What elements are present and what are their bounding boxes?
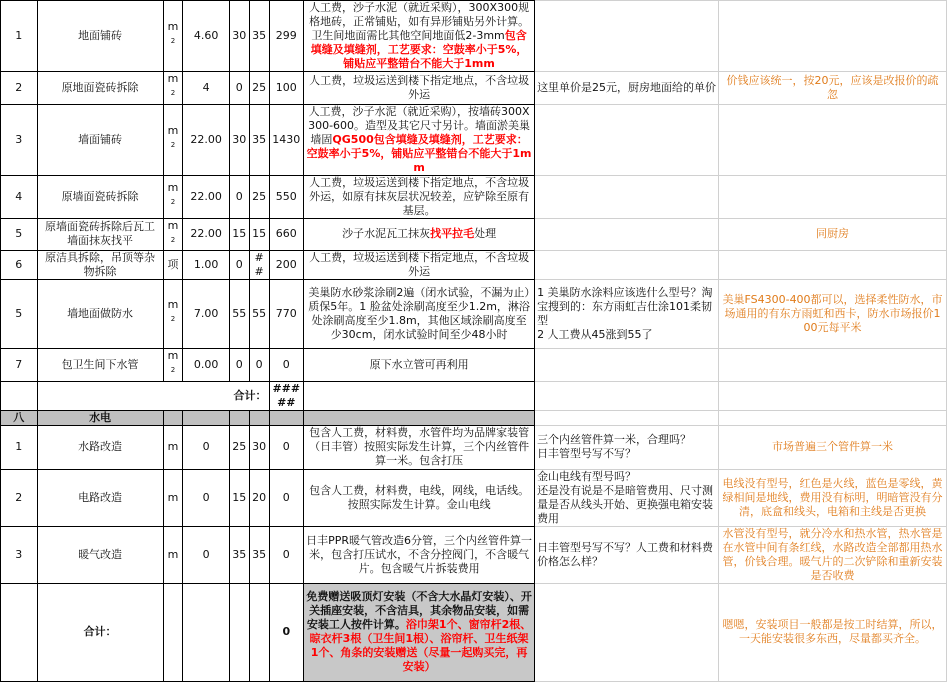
unit-cell[interactable] (163, 175, 183, 218)
total-cell[interactable]: 660 (269, 218, 304, 251)
unit-cell[interactable] (163, 104, 183, 175)
description-cell[interactable] (304, 425, 535, 469)
total-cell[interactable]: 0 (269, 469, 304, 526)
description-cell[interactable] (304, 469, 535, 526)
table-row (1, 526, 947, 583)
description-cell[interactable] (304, 218, 535, 251)
labor-price-cell[interactable]: 20 (249, 469, 269, 526)
description-cell[interactable] (304, 104, 535, 175)
item-name-cell[interactable]: 水路改造 (37, 425, 163, 469)
comment-cell[interactable] (535, 410, 719, 425)
reply-cell[interactable]: 嗯嗯，安装项目一般都是按工时结算，所以，一天能安装很多东西，尽量都买齐全。 (719, 583, 947, 681)
description-cell[interactable] (304, 251, 535, 280)
reply-cell[interactable] (719, 1, 947, 72)
material-price-cell[interactable]: 0 (229, 251, 249, 280)
table-row (1, 280, 947, 349)
material-price-cell[interactable]: 0 (229, 72, 249, 105)
unit-text: m (167, 547, 179, 561)
reply-cell[interactable]: 市场普遍三个管件算一米 (719, 425, 947, 469)
table-row (1, 175, 947, 218)
section-title: 水电 (37, 410, 163, 425)
description-cell[interactable] (304, 72, 535, 105)
item-name-cell[interactable]: 原洁具拆除，吊顶等杂物拆除 (37, 251, 163, 280)
unit-text: m (167, 349, 179, 363)
unit-cell[interactable] (163, 469, 183, 526)
description-text: 人工费，沙子水泥（就近采购），300X300规格地砖，正常铺贴，如有异形铺贴另外计算。 卫生间地面需比其他空间地面低2-3mm (309, 1, 530, 42)
description-text: 日丰PPR暖气管改造6分管，三个内丝管件算一米，包含打压试水，不含分控阀门，不含暖气片。包含暖气片拆装费用 (306, 533, 533, 575)
empty-cell[interactable] (183, 583, 229, 681)
subtotal-value[interactable]: ##### (269, 381, 304, 410)
empty-cell[interactable] (229, 583, 249, 681)
unit-cell[interactable] (163, 72, 183, 105)
item-name-cell[interactable]: 原地面瓷砖拆除 (37, 72, 163, 105)
total-cell[interactable]: 550 (269, 175, 304, 218)
empty-cell[interactable] (249, 410, 269, 425)
total-label: 合计： (37, 583, 163, 681)
material-price-cell[interactable]: 0 (229, 175, 249, 218)
reply-cell[interactable] (719, 349, 947, 382)
table-row (1, 251, 947, 280)
total-cell[interactable]: 100 (269, 72, 304, 105)
comment-cell[interactable] (535, 104, 719, 175)
table-row (1, 469, 947, 526)
empty-cell[interactable] (229, 410, 249, 425)
total-cell[interactable]: 0 (269, 349, 304, 382)
reply-cell[interactable] (719, 175, 947, 218)
unit-text: m (167, 298, 179, 312)
item-name-cell[interactable]: 墙面铺砖 (37, 104, 163, 175)
description-text: 包含人工费，材料费，电线，网线，电话线。按照实际发生计算。金山电线 (309, 483, 530, 511)
comment-cell[interactable] (535, 251, 719, 280)
unit-superscript: 2 (170, 366, 176, 375)
comment-cell[interactable] (535, 349, 719, 382)
item-name-cell[interactable]: 暖气改造 (37, 526, 163, 583)
item-name-cell[interactable]: 原墙面瓷砖拆除后瓦工墙面抹灰找平 (37, 218, 163, 251)
unit-superscript: 2 (170, 89, 176, 97)
description-text: 免费赠送吸顶灯安装（不含大水晶灯安装）、开关插座安装，不含洁具，其余物品安装，如需安装工人按件计算。 (306, 590, 532, 632)
table-row (1, 349, 947, 382)
labor-price-cell[interactable]: 55 (249, 280, 269, 349)
table-row (1, 583, 947, 681)
quantity-cell[interactable]: 22.00 (183, 218, 229, 251)
table-row (1, 381, 947, 410)
quantity-cell[interactable]: 1.00 (183, 251, 229, 280)
material-price-cell[interactable]: 30 (229, 1, 249, 72)
description-text: 包含填缝及填缝剂，工艺要求：空鼓率小于5%，铺贴应平整错台不能大于1mm (306, 132, 532, 174)
unit-text: m (167, 440, 179, 454)
table-row (1, 425, 947, 469)
unit-text: m (167, 20, 179, 34)
unit-text: 项 (167, 258, 179, 272)
description-text: QG500 (332, 132, 374, 146)
item-name-cell[interactable]: 墙地面做防水 (37, 280, 163, 349)
reply-cell[interactable]: 电线没有型号，红色是火线，蓝色是零线，黄绿相间是地线，费用没有标明，明暗管没有分清，底盒和线头，电箱和主线是否更换 (719, 469, 947, 526)
item-name-cell[interactable]: 原墙面瓷砖拆除 (37, 175, 163, 218)
reply-cell[interactable]: 美巢FS4300-400都可以，选择柔性防水，市场通用的有东方雨虹和西卡，防水市场报价100元每平米 (719, 280, 947, 349)
item-name-cell[interactable]: 地面铺砖 (37, 1, 163, 72)
unit-text: m (167, 218, 179, 232)
comment-cell[interactable] (535, 1, 719, 72)
reply-cell[interactable] (719, 410, 947, 425)
table-row (1, 104, 947, 175)
item-name-cell[interactable]: 电路改造 (37, 469, 163, 526)
empty-cell[interactable] (163, 410, 183, 425)
subtotal-label: 合计： (37, 381, 269, 410)
row-number-cell[interactable]: 2 (1, 469, 38, 526)
unit-superscript: 2 (170, 315, 176, 324)
reply-cell[interactable] (719, 381, 947, 410)
total-cell[interactable]: 0 (269, 425, 304, 469)
row-number-cell[interactable]: 5 (1, 280, 38, 349)
row-number-cell[interactable] (1, 583, 38, 681)
labor-price-cell[interactable]: 35 (249, 104, 269, 175)
comment-cell[interactable] (535, 175, 719, 218)
quantity-cell[interactable]: 22.00 (183, 175, 229, 218)
unit-text: m (167, 72, 179, 85)
description-text: 包含人工费，材料费，水管件均为品牌家装管（日丰管）按照实际发生计算，三个内丝管件算一米。包含打压 (309, 426, 530, 468)
unit-cell[interactable] (163, 349, 183, 382)
unit-text: m (167, 490, 179, 504)
row-number-cell[interactable]: 2 (1, 72, 38, 105)
description-text: 人工费，垃圾运送到楼下指定地点，不含垃圾外运 (309, 73, 530, 101)
total-cell[interactable]: 299 (269, 1, 304, 72)
description-text: 原下水立管可再利用 (369, 358, 469, 372)
total-cell[interactable]: 770 (269, 280, 304, 349)
empty-cell[interactable] (269, 410, 304, 425)
row-number-cell[interactable]: 6 (1, 251, 38, 280)
table-row (1, 1, 947, 72)
labor-price-cell[interactable]: 30 (249, 425, 269, 469)
reply-cell[interactable]: 水管没有型号，就分冷水和热水管，热水管是在水管中间有条红线，水路改造全部都用热水管，价钱合理。暖气片的二次铲除和重新安装是否收费 (719, 526, 947, 583)
material-price-cell[interactable]: 55 (229, 280, 249, 349)
row-number-cell[interactable] (1, 381, 38, 410)
material-price-cell[interactable]: 30 (229, 104, 249, 175)
row-number-cell[interactable]: 5 (1, 218, 38, 251)
description-cell[interactable] (304, 526, 535, 583)
reply-cell[interactable] (719, 104, 947, 175)
unit-text: m (167, 180, 179, 194)
row-number-cell[interactable]: 3 (1, 104, 38, 175)
reply-cell[interactable] (719, 251, 947, 280)
empty-cell[interactable] (163, 583, 183, 681)
description-text: 浴巾架1个、窗帘杆2根、晾衣杆3根（卫生间1根）、浴帘杆、卫生纸架1个、角条的安装赠送（尽量一起购买完，再安装） (309, 618, 532, 674)
material-price-cell[interactable]: 35 (229, 526, 249, 583)
material-price-cell[interactable]: 15 (229, 218, 249, 251)
quantity-cell[interactable]: 0 (183, 526, 229, 583)
description-text: 处理 (474, 227, 497, 241)
description-cell[interactable] (304, 583, 535, 681)
comment-cell[interactable] (535, 583, 719, 681)
quantity-cell[interactable]: 4 (183, 72, 229, 105)
row-number-cell[interactable]: 3 (1, 526, 38, 583)
comment-cell[interactable]: 1 美巢防水涂料应该选什么型号？淘宝搜到的：东方雨虹吉仕涂101柔韧型 2 人工费从45涨到55了 (535, 280, 719, 349)
quantity-cell[interactable]: 0 (183, 469, 229, 526)
description-cell[interactable] (304, 349, 535, 382)
comment-cell[interactable]: 金山电线有型号吗？ 还是没有说是不是暗管费用、尺寸测量是否从线头开始、更换强电箱安装费用 (535, 469, 719, 526)
table-row (1, 410, 947, 425)
unit-cell[interactable] (163, 218, 183, 251)
description-text: 包含填缝及填缝剂，工艺要求：空鼓率小于5%，铺贴应平整错台不能大于1mm (310, 29, 528, 70)
description-cell[interactable] (304, 280, 535, 349)
description-text: 人工费，沙子水泥（就近采购），按墙砖300X300-600。造型及其它尺寸另计。墙面淤美巢墙固 (308, 104, 531, 146)
total-cell[interactable]: 200 (269, 251, 304, 280)
empty-cell[interactable] (183, 410, 229, 425)
item-name-cell[interactable]: 包卫生间下水管 (37, 349, 163, 382)
row-number-cell[interactable]: 1 (1, 425, 38, 469)
labor-price-cell[interactable]: ## (249, 251, 269, 280)
row-number-cell[interactable]: 7 (1, 349, 38, 382)
unit-cell[interactable] (163, 280, 183, 349)
material-price-cell[interactable]: 15 (229, 469, 249, 526)
labor-price-cell[interactable]: 35 (249, 1, 269, 72)
description-cell[interactable] (304, 175, 535, 218)
description-text: 沙子水泥瓦工抹灰 (342, 227, 431, 241)
empty-cell[interactable] (249, 583, 269, 681)
row-number-cell[interactable]: 1 (1, 1, 38, 72)
grand-total-value[interactable]: 0 (269, 583, 304, 681)
quantity-cell[interactable]: 22.00 (183, 104, 229, 175)
comment-cell[interactable]: 这里单价是25元，厨房地面给的单价 (535, 72, 719, 105)
unit-cell[interactable] (163, 1, 183, 72)
table-row (1, 218, 947, 251)
total-cell[interactable]: 1430 (269, 104, 304, 175)
comment-cell[interactable]: 三个内丝管件算一米，合理吗？ 日丰管型号写不写？ (535, 425, 719, 469)
description-cell[interactable] (304, 381, 535, 410)
unit-cell[interactable] (163, 425, 183, 469)
labor-price-cell[interactable]: 25 (249, 175, 269, 218)
section-number: 八 (1, 410, 38, 425)
description-text: 人工费，垃圾运送到楼下指定地点，不含垃圾外运 (309, 251, 530, 279)
labor-price-cell[interactable]: 25 (249, 72, 269, 105)
unit-superscript: 2 (170, 235, 176, 244)
unit-cell[interactable] (163, 526, 183, 583)
unit-cell[interactable] (163, 251, 183, 280)
unit-superscript: 2 (170, 37, 176, 46)
unit-superscript: 2 (170, 197, 176, 206)
comment-cell[interactable] (535, 381, 719, 410)
table-row (1, 72, 947, 105)
unit-text: m (167, 123, 179, 137)
quantity-cell[interactable]: 4.60 (183, 1, 229, 72)
total-cell[interactable]: 0 (269, 526, 304, 583)
description-cell[interactable] (304, 1, 535, 72)
comment-cell[interactable]: 日丰管型号写不写？人工费和材料费价格怎么样？ (535, 526, 719, 583)
comment-cell[interactable] (535, 218, 719, 251)
quantity-cell[interactable]: 0 (183, 425, 229, 469)
labor-price-cell[interactable]: 35 (249, 526, 269, 583)
quantity-cell[interactable]: 7.00 (183, 280, 229, 349)
description-text: 美巢防水砂浆涂刷2遍（闭水试验，不漏为止）质保5年。1 脸盆处涂刷高度至少1.2m，淋浴处涂刷高度至少1.8m，其他区域涂刷高度至少30cm，闭水试验时间至少48小时 (308, 286, 530, 342)
labor-price-cell[interactable]: 15 (249, 218, 269, 251)
description-text: 找平拉毛 (430, 227, 475, 241)
material-price-cell[interactable]: 0 (229, 349, 249, 382)
unit-superscript: 2 (170, 140, 176, 149)
reply-cell[interactable]: 价钱应该统一，按20元，应该是改报价的疏忽 (719, 72, 947, 105)
description-cell[interactable] (304, 410, 535, 425)
row-number-cell[interactable]: 4 (1, 175, 38, 218)
quantity-cell[interactable]: 0.00 (183, 349, 229, 382)
labor-price-cell[interactable]: 0 (249, 349, 269, 382)
description-text: 人工费，垃圾运送到楼下指定地点，不含垃圾外运，如原有抹灰层状况较差，应铲除至原有基层。 (309, 175, 530, 217)
reply-cell[interactable]: 同厨房 (719, 218, 947, 251)
material-price-cell[interactable]: 25 (229, 425, 249, 469)
